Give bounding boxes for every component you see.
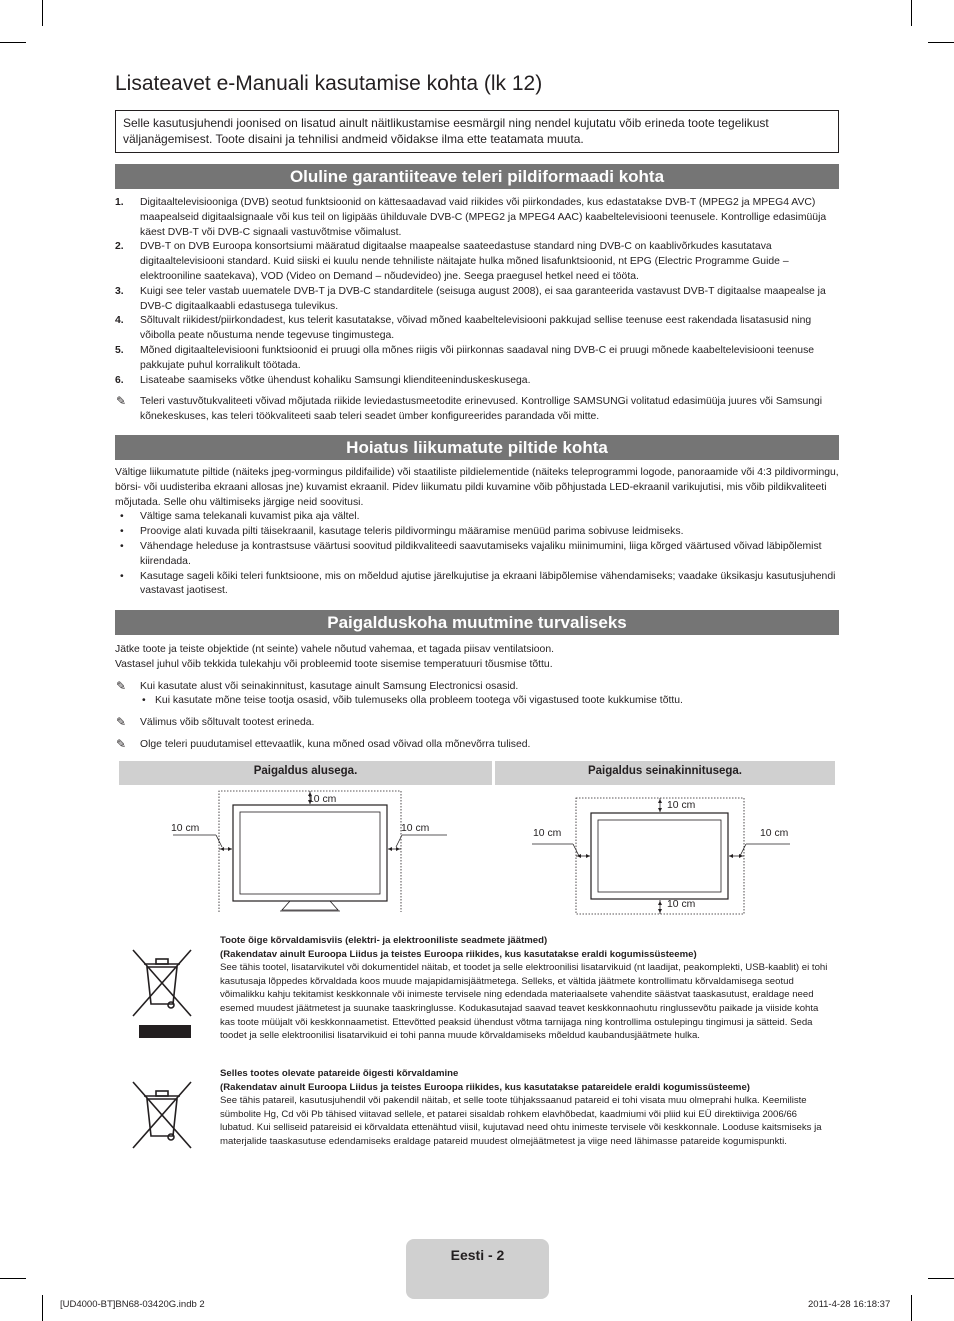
crop-mark bbox=[0, 42, 26, 43]
battery-text bbox=[220, 1067, 830, 1149]
weee-title: Toote õige kõrvaldamisviis (elektri- ja elektrooniliste seadmete jäätmed) bbox=[220, 935, 548, 946]
page-number-tab: Eesti - 2 bbox=[406, 1239, 549, 1299]
section-heading-still-images: Hoiatus liikumatute piltide kohta bbox=[115, 435, 839, 460]
warranty-list-item bbox=[115, 344, 839, 374]
still-images-intro: Vältige liikumatute piltide (näiteks jpeg-vormingus pildifailide) või staatiliste pildielementide (näiteks teleprogrammi logode, panoraamide või 4:3 pildivormingu, börsi- või uudisteriba ekraani allosas jne) kuvamist ekraanil. Pidev liikumatu pildi kuvamine võib põhjustada LED-ekraanil varikujutisi, mis võib pildikvaliteeti mõjutada. Selle ohu vältimiseks järgige neid soovitusi. bbox=[115, 467, 839, 508]
battery-scope: (Rakendatav ainult Euroopa Liidus ja teistes Euroopa riikides, kus kasutatakse patareidele eraldi kogumissüsteeme) bbox=[220, 1081, 750, 1093]
weee-scope: (Rakendatav ainult Euroopa Liidus ja teistes Euroopa riikides, kus kasutatakse eraldi kogumissüsteeme) bbox=[220, 948, 697, 960]
warranty-list-item bbox=[115, 314, 839, 344]
crop-mark bbox=[928, 42, 954, 43]
dist-right-label: 10 cm bbox=[760, 828, 789, 839]
installation-note-3-text: Olge teleri puudutamisel ettevaatlik, kuna mõned osad võivad olla mõnevõrra tulised. bbox=[140, 738, 531, 750]
installation-note-3 bbox=[115, 738, 839, 753]
crop-mark bbox=[928, 1278, 954, 1279]
page-title: Lisateavet e-Manuali kasutamise kohta (lk 12) bbox=[115, 72, 543, 95]
stand-installation-diagram bbox=[160, 786, 460, 916]
note-pencil-icon: ✎ bbox=[116, 715, 127, 730]
list-item-text: Lisateabe saamiseks võtke ühendust kohaliku Samsungi klienditeeninduskeskusega. bbox=[140, 374, 531, 386]
note-pencil-icon: ✎ bbox=[116, 394, 127, 409]
list-item-number: 5. bbox=[115, 344, 124, 356]
installation-note-1 bbox=[115, 680, 839, 695]
crop-mark bbox=[42, 1295, 43, 1321]
installation-note-1-sub: • Kui kasutate mõne teise tootja osasid, võib tulemuseks olla probleem tootega või vigastused toote kukkumise tõttu. bbox=[115, 694, 839, 709]
warranty-list-item bbox=[115, 285, 839, 315]
list-item-number: 4. bbox=[115, 315, 124, 327]
still-images-bullet: • Vältige sama telekanali kuvamist pika aja vältel. bbox=[115, 510, 839, 525]
intro-note-box: Selle kasutusjuhendi joonised on lisatud ainult näitlikustamise eesmärgil ning nendel kujutatu võib erineda toote tegelikust väljanägemisest. Toote disaini ja tehnilisi andmeid võidakse ilma ette teatamata muuta. bbox=[115, 110, 839, 153]
section-heading-installation: Paigalduskoha muutmine turvaliseks bbox=[115, 610, 839, 635]
dist-bottom-label: 10 cm bbox=[667, 899, 696, 910]
still-images-content bbox=[115, 466, 839, 599]
weee-text bbox=[220, 934, 830, 1043]
installation-intro-1: Jätke toote ja teiste objektide (nt seinte) vahele nõutud vahemaa, et tagada piisav ventilatsioon. bbox=[115, 644, 554, 655]
still-images-bullet: • Kasutage sageli kõiki teleri funktsioone, mis on mõeldud ajutise järelkujutise ja ekraani läbipõlemise vähendamiseks; vaadake üksikasju kasutusjuhendi vastavast jaotisest. bbox=[115, 570, 839, 600]
installation-note-1-text: Kui kasutate alust või seinakinnitust, kasutage ainult Samsung Electronicsi osasid. bbox=[140, 680, 519, 692]
battery-body: See tähis patareil, kasutusjuhendil või pakendil näitab, et selle toote tühjakssaanud patareid ei tohi visata muu olmeprahi hulka. Keemiliste sümbolite Hg, Cd või Pb tähised viitavad sellele, et patarei sisaldab rohkem elavhõbedat, kaadmiumi või pliid kui EÜ direktiiviga 2006/66 lubatud. Kui selliseid patareisid ei kõrvaldata ettenähtud viisil, kujutavad need ohtu inimeste tervisele või keskkonnale. Looduse kaitsmiseks ja materjalide taaskasutuse edendamiseks eraldage patareid muudest olmejäätmetest ja viige need lähimasse patareide kogumispunkti. bbox=[220, 1095, 822, 1147]
crop-mark bbox=[911, 0, 912, 26]
crop-mark bbox=[42, 0, 43, 26]
crop-mark bbox=[911, 1295, 912, 1321]
list-item-text: Digitaaltelevisiooniga (DVB) seotud funktsioonid on kättesaadavad vaid riikides või piirkondades, kus edastatakse DVB-T (MPEG2 ja MPEG4 AVC) maapealseid digitaalsignaale või kus teil on ligipääs ühilduvale DVB-C (MPEG2 ja MPEG4 AAC) kaabeltelevisiooni teenusele. Kontrollige edasimüüja käest DVB-T või DVB-C signaali vastuvõtmise võimalust. bbox=[140, 197, 827, 238]
installation-note-2 bbox=[115, 716, 839, 731]
installation-note-2-text: Välimus võib sõltuvalt tootest erineda. bbox=[140, 717, 315, 729]
dist-top-label: 10 cm bbox=[308, 794, 337, 805]
still-images-list bbox=[115, 510, 839, 599]
section-heading-warranty: Oluline garantiiteave teleri pildiformaadi kohta bbox=[115, 164, 839, 189]
dist-left-label: 10 cm bbox=[171, 823, 200, 834]
installation-intro-2: Vastasel juhul võib tekkida tulekahju või probleemid toote sisemise temperatuuri tõusmise tõttu. bbox=[115, 658, 553, 670]
dist-left-label: 10 cm bbox=[533, 828, 562, 839]
note-pencil-icon: ✎ bbox=[116, 678, 127, 693]
list-item-number: 1. bbox=[115, 197, 124, 208]
battery-title: Selles tootes olevate patareide õigesti kõrvaldamine bbox=[220, 1068, 459, 1079]
warranty-note-text: Teleri vastuvõtukvaliteeti võivad mõjutada riikide leviedastusmeetodite erinevused. Kontrollige SAMSUNGi volitatud edasimüüja juures või Samsungi kõnekeskuses, kas teleri töökvaliteeti saab teleri seadet ümber konfigureerides parandada või mitte. bbox=[140, 396, 823, 423]
diagram-wall-title: Paigaldus seinakinnitusega. bbox=[495, 761, 835, 785]
footer-timestamp: 2011-4-28 16:18:37 bbox=[808, 1299, 891, 1310]
dist-top-label: 10 cm bbox=[667, 800, 696, 811]
wall-installation-diagram bbox=[530, 794, 795, 918]
footer-filename: [UD4000-BT]BN68-03420G.indb 2 bbox=[60, 1299, 205, 1310]
installation-content bbox=[115, 643, 839, 753]
diagram-stand-title: Paigaldus alusega. bbox=[119, 761, 492, 785]
crossed-bin-icon bbox=[130, 948, 194, 1040]
still-images-bullet: • Proovige alati kuvada pilti täisekraanil, kasutage teleris pildivormingu määramise menüüd parima sobivuse leidmiseks. bbox=[115, 525, 839, 540]
list-item-number: 2. bbox=[115, 241, 124, 253]
list-item-text: Kuigi see teler vastab uuematele DVB-T ja DVB-C standarditele (seisuga august 2008), ei saa garanteerida vastavust DVB-T digitaalse maapealse ja DVB-C digitaalkaabli edastusega tulevikus. bbox=[140, 285, 826, 312]
warranty-list bbox=[115, 196, 839, 388]
list-item-text: Mõned digitaaltelevisiooni funktsioonid ei pruugi olla mõnes riigis või piirkonnas saadaval ning DVB-C ei pruugi mõnede kaabeltelevisiooni teenuse pakkujate puhul korralikult töötada. bbox=[140, 344, 815, 371]
note-pencil-icon: ✎ bbox=[116, 736, 127, 751]
warranty-list-item bbox=[115, 240, 839, 284]
still-images-bullet: • Vähendage heleduse ja kontrastsuse väärtusi soovitud pildikvaliteedi saavutamiseks vajaliku miinimumini, liiga kõrged väärtused võivad läbipõlemist kiirendada. bbox=[115, 540, 839, 570]
crop-mark bbox=[0, 1278, 26, 1279]
list-item-number: 3. bbox=[115, 285, 124, 297]
list-item-text: DVB-T on DVB Euroopa konsortsiumi määratud digitaalse maapealse saateedastuse standard ning DVB-C on kaablivõrkudes kasutatava digitaaltelevisiooni standard. Kuid siiski ei kuulu nende tehniliste näitajate hulka mõned lisafunktsioonid, nt EPG (Electric Programme Guide – elektrooniline saatekava), VOD (Video on Demand – nõudevideo) jne. Seega praegusel hetkel need ei tööta. bbox=[140, 241, 789, 282]
list-item-number: 6. bbox=[115, 374, 124, 386]
list-item-text: Sõltuvalt riikidest/piirkondadest, kus telerit kasutatakse, võivad mõned kaabeltelevisiooni pakkujad sellise teenuse eest rakendada lisatasusid ning võibolla peate nõustuma nende tegevuse tingimustega. bbox=[140, 315, 812, 342]
warranty-list-item bbox=[115, 374, 839, 389]
warranty-list-item bbox=[115, 196, 839, 240]
dist-right-label: 10 cm bbox=[401, 823, 430, 834]
crossed-battery-bin-icon bbox=[130, 1080, 194, 1150]
warranty-note bbox=[115, 395, 839, 425]
weee-body: See tähis tootel, lisatarvikutel või dokumentidel näitab, et toodet ja selle elektroonilisi lisatarvikuid (nt laadijat, peakomplekti, USB-kaablit) ei tohi kasutusaja lõppedes kõrvaldada koos muude majapidamisjäätmetega. Selleks, et vältida jäätmete kontrollimatu kõrvaldamisega seotud võimalikku kahju tekitamist keskkonnale või inimeste tervisele ning edendada materiaalsete vahendite säästvat taaskasutust, eraldage need esemed muudest jäätmetest ja suunake taaskringlusse. Kodukasutajad saavad teavet keskkonnaohutu ringlussevõtu paikade ja viiside kohta kas toote müüjalt või keskkonnaametist. Ettevõtted peaksid ühendust võtma tarnijaga ning kontrollima ostulepingu tingimusi ja sätteid. Seda toodet ja selle elektroonilisi lisatarvikuid ei tohi panna muude kõrvaldamiseks mõeldud kaubandusjäätmete hulka. bbox=[220, 962, 828, 1042]
warranty-content bbox=[115, 196, 839, 425]
